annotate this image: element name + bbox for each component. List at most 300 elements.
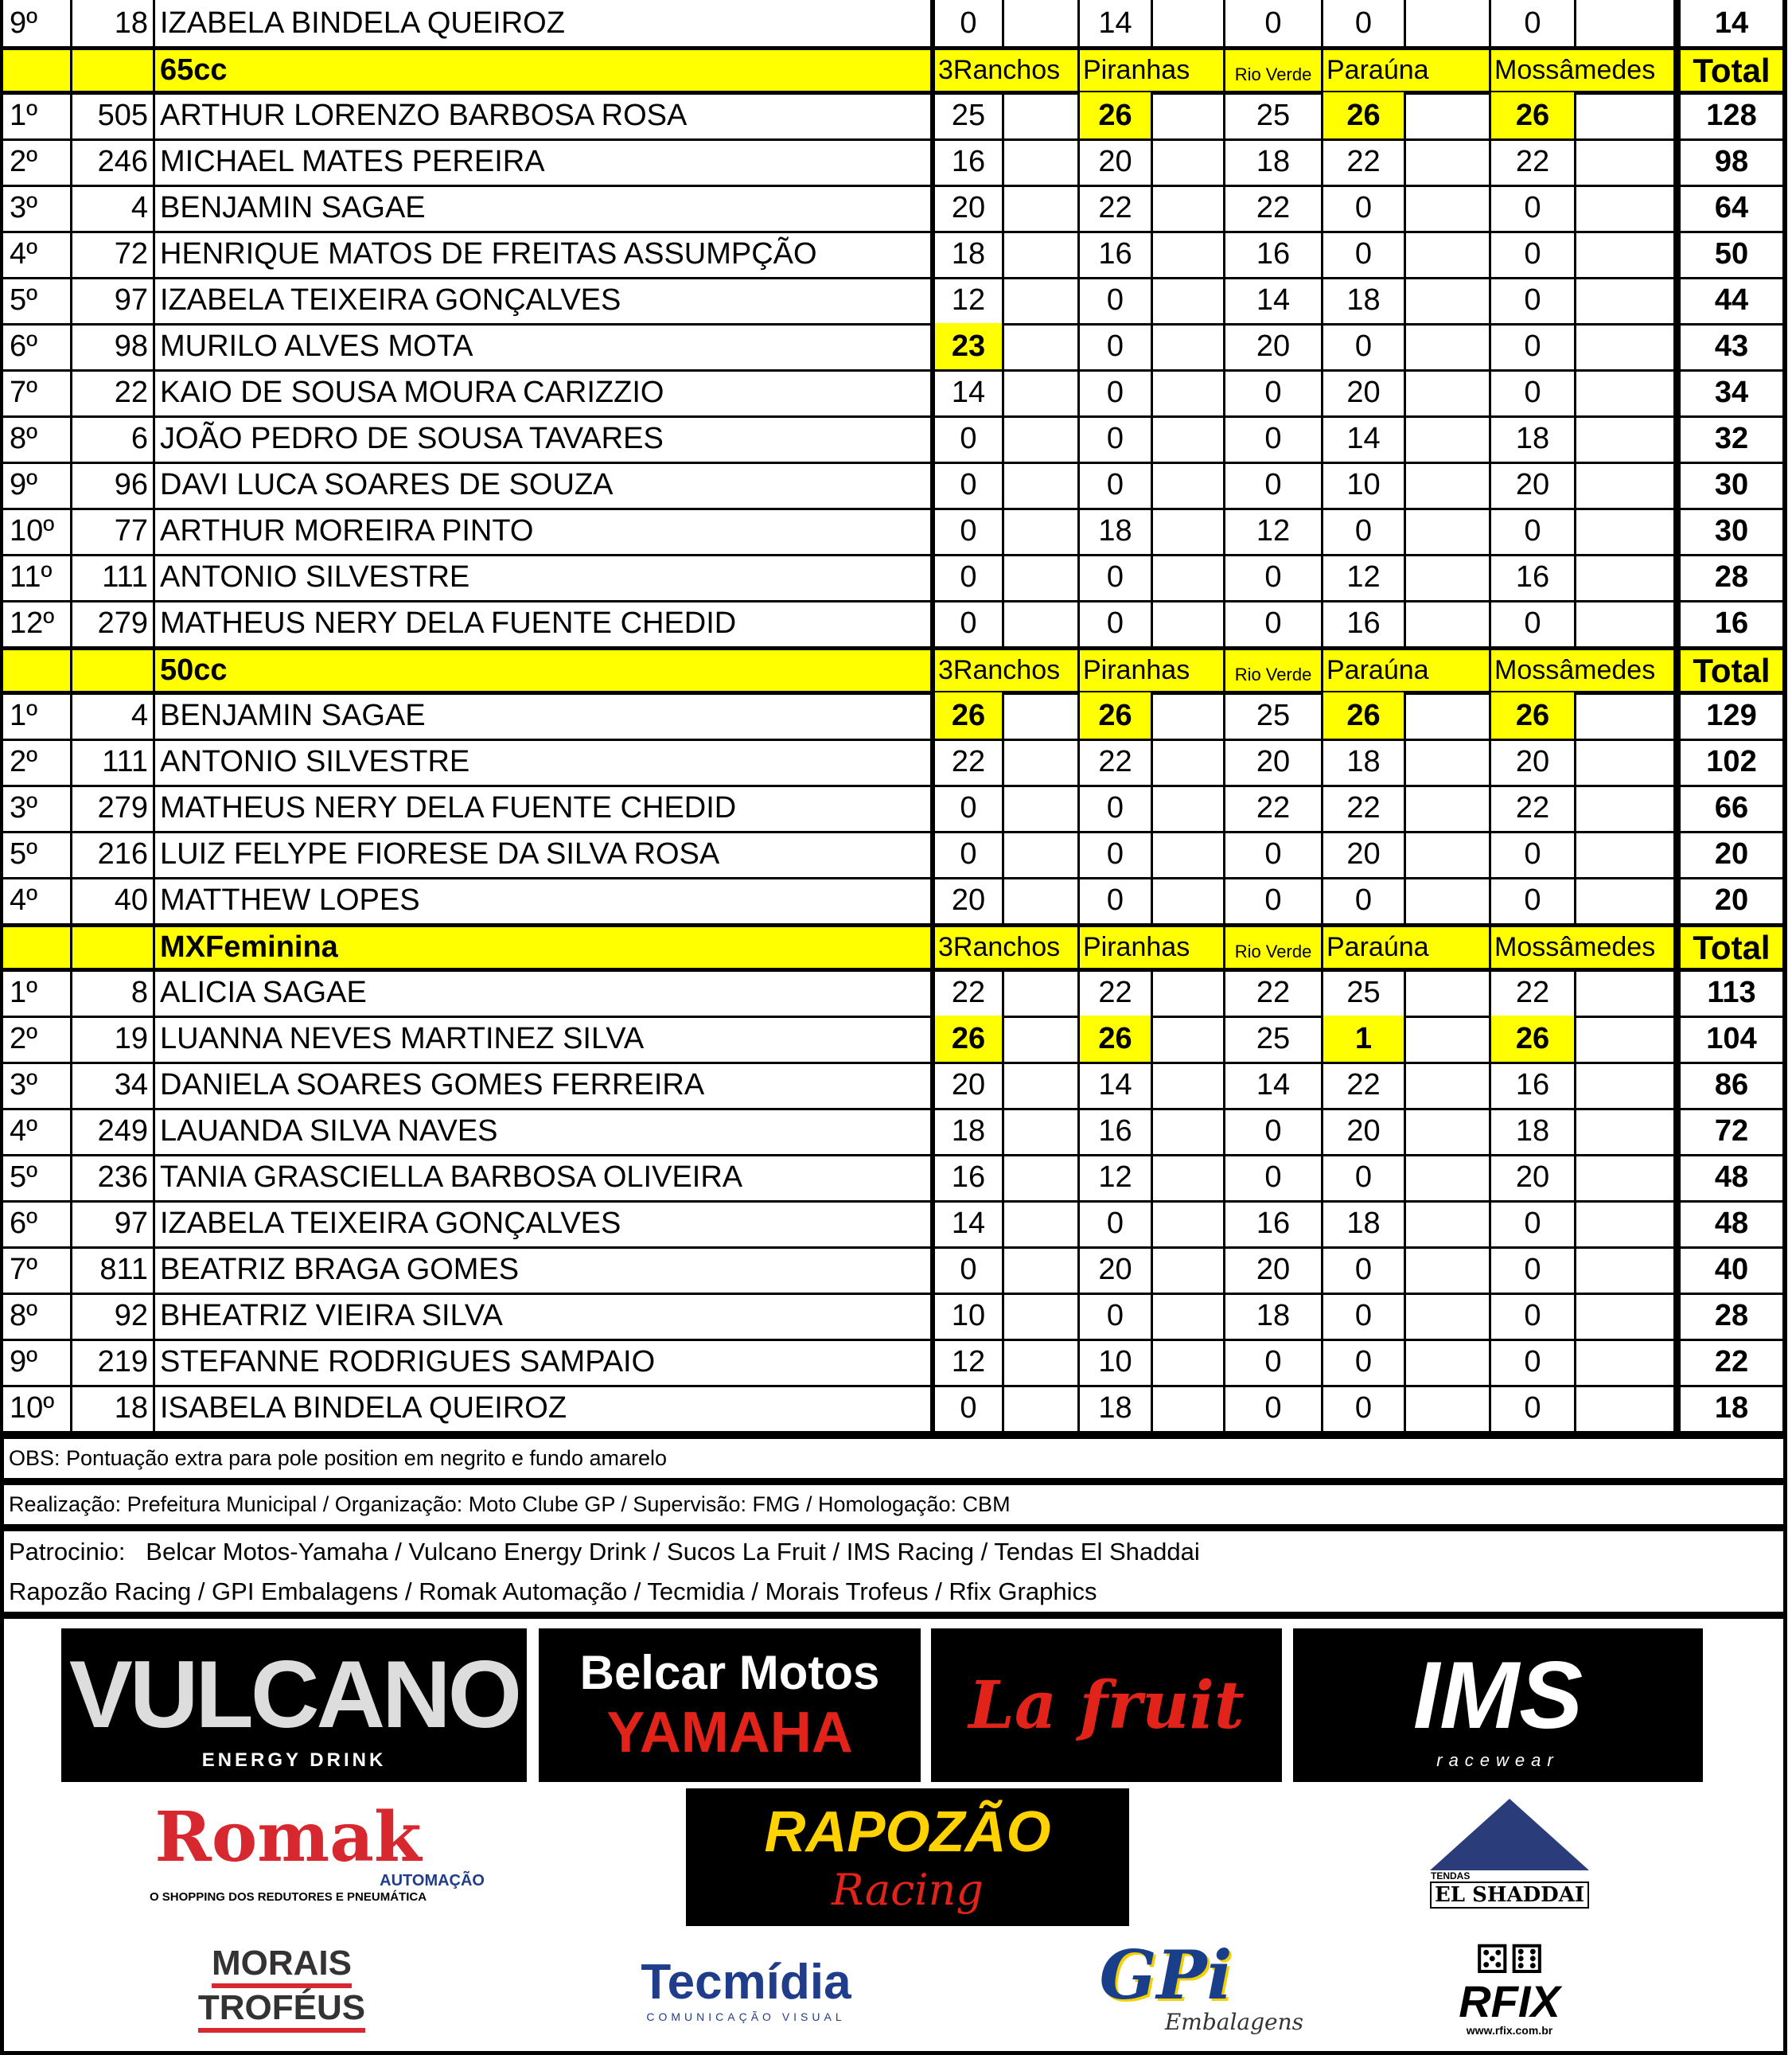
race-score-cell: 14 xyxy=(1225,277,1323,323)
race-score-cell: 0 xyxy=(1225,554,1323,600)
category-header-row xyxy=(0,923,1787,972)
total-points-cell: 66 xyxy=(1676,785,1787,831)
total-points-cell: 30 xyxy=(1676,508,1787,554)
table-row xyxy=(0,1385,1787,1433)
race-extra-cell xyxy=(1406,831,1491,877)
vulcano-logo-title: VULCANO xyxy=(68,1640,520,1748)
race-score-cell: 22 xyxy=(1225,969,1323,1016)
rider-number-cell: 18 xyxy=(72,0,155,46)
race-score-cell: 20 xyxy=(1323,831,1406,877)
race-score-cell: 0 xyxy=(1080,831,1153,877)
la-fruit-logo xyxy=(931,1628,1282,1782)
rank-cell: 9º xyxy=(0,0,72,46)
race-score-cell: 26 xyxy=(1323,692,1406,739)
race-extra-cell xyxy=(1153,1154,1225,1200)
rider-number-cell: 97 xyxy=(72,1200,155,1246)
rider-number-cell: 4 xyxy=(72,692,155,739)
rider-name-cell: BENJAMIN SAGAE xyxy=(155,185,935,231)
race-extra-cell xyxy=(1406,92,1491,138)
race-extra-cell xyxy=(1576,831,1676,877)
race-score-cell: 0 xyxy=(1225,0,1323,46)
race-extra-cell xyxy=(1576,277,1676,323)
race-extra-cell xyxy=(1153,600,1225,646)
rider-number-cell: 246 xyxy=(72,138,155,185)
table-row xyxy=(0,1154,1787,1203)
rider-number-cell: 77 xyxy=(72,508,155,554)
table-row xyxy=(0,1339,1787,1387)
race-extra-cell xyxy=(1576,1339,1676,1385)
race-extra-cell xyxy=(1004,462,1080,508)
total-points-cell: 129 xyxy=(1676,692,1787,739)
rider-number-cell: 18 xyxy=(72,1385,155,1431)
race-extra-cell xyxy=(1153,969,1225,1016)
rank-cell: 2º xyxy=(0,138,72,185)
dice-icon: ⚄⚅ xyxy=(1475,1937,1545,1982)
morais-logo-sub: TROFÉUS xyxy=(198,1988,365,2033)
vulcano-logo-sub: ENERGY DRINK xyxy=(201,1749,387,1771)
total-header: Total xyxy=(1676,50,1787,91)
race-score-cell: 14 xyxy=(1080,1062,1153,1108)
total-points-cell: 28 xyxy=(1676,1293,1787,1339)
race-score-cell: 20 xyxy=(1491,1154,1576,1200)
table-row xyxy=(0,1062,1787,1110)
race-header-2: Rio Verde xyxy=(1225,50,1323,91)
rank-cell: 3º xyxy=(0,785,72,831)
rank-cell: 1º xyxy=(0,692,72,739)
el-shaddai-logo xyxy=(1415,1784,1604,1923)
rank-cell: 4º xyxy=(0,1108,72,1154)
rider-number-cell: 19 xyxy=(72,1016,155,1062)
race-score-cell: 20 xyxy=(1323,369,1406,415)
race-score-cell: 25 xyxy=(1323,969,1406,1016)
race-score-cell: 22 xyxy=(1323,138,1406,185)
rider-number-cell: 92 xyxy=(72,1293,155,1339)
sponsors-note xyxy=(0,1525,1787,1616)
table-row xyxy=(0,785,1787,833)
total-points-cell: 48 xyxy=(1676,1200,1787,1246)
race-extra-cell xyxy=(1004,877,1080,923)
table-row xyxy=(0,831,1787,879)
race-score-cell: 0 xyxy=(935,1385,1004,1431)
race-extra-cell xyxy=(1004,554,1080,600)
romak-logo xyxy=(92,1798,485,1909)
race-extra-cell xyxy=(1004,969,1080,1016)
rider-number-cell: 216 xyxy=(72,831,155,877)
race-extra-cell xyxy=(1576,323,1676,369)
race-score-cell: 0 xyxy=(1080,785,1153,831)
race-header-0: 3Ranchos xyxy=(935,50,1080,91)
race-extra-cell xyxy=(1153,1385,1225,1431)
race-score-cell: 22 xyxy=(1225,185,1323,231)
race-extra-cell xyxy=(1406,554,1491,600)
race-score-cell: 0 xyxy=(1080,600,1153,646)
number-header-cell xyxy=(72,50,155,91)
race-score-cell: 16 xyxy=(1225,231,1323,277)
race-extra-cell xyxy=(1004,508,1080,554)
total-points-cell: 20 xyxy=(1676,831,1787,877)
race-score-cell: 26 xyxy=(935,1016,1004,1062)
rider-name-cell: STEFANNE RODRIGUES SAMPAIO xyxy=(155,1339,935,1385)
number-header-cell xyxy=(72,650,155,691)
table-row xyxy=(0,138,1787,187)
race-extra-cell xyxy=(1004,1062,1080,1108)
rider-name-cell: JOÃO PEDRO DE SOUSA TAVARES xyxy=(155,415,935,462)
race-extra-cell xyxy=(1004,323,1080,369)
rider-name-cell: IZABELA TEIXEIRA GONÇALVES xyxy=(155,1200,935,1246)
race-score-cell: 20 xyxy=(1323,1108,1406,1154)
race-extra-cell xyxy=(1406,0,1491,46)
rank-cell: 1º xyxy=(0,92,72,138)
race-extra-cell xyxy=(1153,369,1225,415)
race-extra-cell xyxy=(1576,692,1676,739)
race-score-cell: 0 xyxy=(1080,369,1153,415)
race-score-cell: 26 xyxy=(1080,1016,1153,1062)
total-points-cell: 102 xyxy=(1676,739,1787,785)
table-row xyxy=(0,692,1787,741)
race-extra-cell xyxy=(1153,1200,1225,1246)
race-extra-cell xyxy=(1576,231,1676,277)
table-row xyxy=(0,92,1787,141)
total-points-cell: 113 xyxy=(1676,969,1787,1016)
rider-number-cell: 96 xyxy=(72,462,155,508)
rank-cell: 7º xyxy=(0,1246,72,1293)
rank-cell: 5º xyxy=(0,1154,72,1200)
race-extra-cell xyxy=(1004,1108,1080,1154)
race-score-cell: 0 xyxy=(1491,1385,1576,1431)
rider-name-cell: ANTONIO SILVESTRE xyxy=(155,554,935,600)
race-extra-cell xyxy=(1153,277,1225,323)
rider-number-cell: 98 xyxy=(72,323,155,369)
race-extra-cell xyxy=(1004,1339,1080,1385)
race-extra-cell xyxy=(1153,138,1225,185)
rapozao-logo-title: RAPOZÃO xyxy=(764,1800,1051,1864)
race-score-cell: 0 xyxy=(1491,231,1576,277)
race-score-cell: 0 xyxy=(1323,1385,1406,1431)
rider-name-cell: MICHAEL MATES PEREIRA xyxy=(155,138,935,185)
race-score-cell: 0 xyxy=(1323,231,1406,277)
race-score-cell: 14 xyxy=(935,369,1004,415)
total-points-cell: 32 xyxy=(1676,415,1787,462)
race-score-cell: 0 xyxy=(1491,185,1576,231)
race-score-cell: 0 xyxy=(1491,877,1576,923)
race-score-cell: 0 xyxy=(1225,1339,1323,1385)
tecmidia-logo-sub: COMUNICAÇÃO VISUAL xyxy=(646,2010,846,2023)
race-score-cell: 0 xyxy=(1323,185,1406,231)
race-extra-cell xyxy=(1153,785,1225,831)
race-score-cell: 12 xyxy=(935,1339,1004,1385)
race-header-2: Rio Verde xyxy=(1225,927,1323,968)
race-score-cell: 0 xyxy=(1225,1154,1323,1200)
race-extra-cell xyxy=(1576,369,1676,415)
race-score-cell: 22 xyxy=(1225,785,1323,831)
rider-name-cell: ARTHUR LORENZO BARBOSA ROSA xyxy=(155,92,935,138)
total-points-cell: 104 xyxy=(1676,1016,1787,1062)
race-extra-cell xyxy=(1004,369,1080,415)
rider-name-cell: MATHEUS NERY DELA FUENTE CHEDID xyxy=(155,600,935,646)
race-header-4: Mossâmedes xyxy=(1491,650,1676,691)
race-extra-cell xyxy=(1153,1108,1225,1154)
rank-cell: 1º xyxy=(0,969,72,1016)
rider-name-cell: MATHEUS NERY DELA FUENTE CHEDID xyxy=(155,785,935,831)
race-score-cell: 25 xyxy=(1225,1016,1323,1062)
race-extra-cell xyxy=(1576,415,1676,462)
race-extra-cell xyxy=(1153,508,1225,554)
la-fruit-logo-title: La fruit xyxy=(968,1667,1245,1744)
race-score-cell: 0 xyxy=(1080,554,1153,600)
race-extra-cell xyxy=(1576,877,1676,923)
race-extra-cell xyxy=(1406,600,1491,646)
total-points-cell: 44 xyxy=(1676,277,1787,323)
race-score-cell: 0 xyxy=(1080,1293,1153,1339)
race-score-cell: 16 xyxy=(935,138,1004,185)
race-extra-cell xyxy=(1153,415,1225,462)
race-extra-cell xyxy=(1004,739,1080,785)
race-extra-cell xyxy=(1576,1246,1676,1293)
rider-number-cell: 72 xyxy=(72,231,155,277)
rider-number-cell: 811 xyxy=(72,1246,155,1293)
race-extra-cell xyxy=(1153,554,1225,600)
rider-number-cell: 40 xyxy=(72,877,155,923)
total-points-cell: 50 xyxy=(1676,231,1787,277)
rider-number-cell: 279 xyxy=(72,600,155,646)
race-score-cell: 12 xyxy=(1225,508,1323,554)
race-score-cell: 22 xyxy=(1323,1062,1406,1108)
total-points-cell: 48 xyxy=(1676,1154,1787,1200)
total-points-cell: 14 xyxy=(1676,0,1787,46)
race-score-cell: 0 xyxy=(1491,323,1576,369)
race-score-cell: 0 xyxy=(935,415,1004,462)
rank-cell: 10º xyxy=(0,508,72,554)
total-points-cell: 40 xyxy=(1676,1246,1787,1293)
rider-name-cell: ARTHUR MOREIRA PINTO xyxy=(155,508,935,554)
race-score-cell: 0 xyxy=(1225,415,1323,462)
rider-name-cell: IZABELA TEIXEIRA GONÇALVES xyxy=(155,277,935,323)
race-extra-cell xyxy=(1576,1385,1676,1431)
race-extra-cell xyxy=(1406,462,1491,508)
race-score-cell: 0 xyxy=(1491,369,1576,415)
rank-cell: 5º xyxy=(0,831,72,877)
rider-name-cell: BHEATRIZ VIEIRA SILVA xyxy=(155,1293,935,1339)
race-extra-cell xyxy=(1406,1154,1491,1200)
total-points-cell: 34 xyxy=(1676,369,1787,415)
race-extra-cell xyxy=(1576,1062,1676,1108)
race-score-cell: 0 xyxy=(935,462,1004,508)
el-shaddai-logo-title: EL SHADDAI xyxy=(1430,1881,1589,1909)
rank-cell: 11º xyxy=(0,554,72,600)
table-row xyxy=(0,554,1787,602)
race-score-cell: 0 xyxy=(935,785,1004,831)
race-score-cell: 0 xyxy=(1225,877,1323,923)
rank-cell: 3º xyxy=(0,1062,72,1108)
race-header-4: Mossâmedes xyxy=(1491,927,1676,968)
race-extra-cell xyxy=(1406,877,1491,923)
race-score-cell: 0 xyxy=(1323,1246,1406,1293)
table-row xyxy=(0,369,1787,418)
race-score-cell: 0 xyxy=(1491,1246,1576,1293)
rapozao-logo-sub: Racing xyxy=(832,1865,984,1915)
race-extra-cell xyxy=(1153,877,1225,923)
rider-name-cell: LUIZ FELYPE FIORESE DA SILVA ROSA xyxy=(155,831,935,877)
category-header-row xyxy=(0,46,1787,95)
rank-cell: 2º xyxy=(0,739,72,785)
race-extra-cell xyxy=(1406,1108,1491,1154)
rapozao-logo xyxy=(686,1788,1129,1926)
total-points-cell: 30 xyxy=(1676,462,1787,508)
race-score-cell: 23 xyxy=(935,323,1004,369)
rfix-logo xyxy=(1395,1932,1624,2044)
race-extra-cell xyxy=(1406,231,1491,277)
race-extra-cell xyxy=(1153,323,1225,369)
race-extra-cell xyxy=(1406,1062,1491,1108)
mountain-icon xyxy=(1430,1799,1589,1870)
race-header-2: Rio Verde xyxy=(1225,650,1323,691)
rfix-logo-title: RFIX xyxy=(1459,1976,1560,2026)
race-extra-cell xyxy=(1576,0,1676,46)
race-extra-cell xyxy=(1153,185,1225,231)
race-score-cell: 0 xyxy=(935,600,1004,646)
ims-logo-sub: racewear xyxy=(1436,1749,1560,1770)
rank-cell: 10º xyxy=(0,1385,72,1431)
rank-cell: 12º xyxy=(0,600,72,646)
race-extra-cell xyxy=(1406,185,1491,231)
rider-number-cell: 97 xyxy=(72,277,155,323)
race-extra-cell xyxy=(1406,1200,1491,1246)
table-row xyxy=(0,600,1787,649)
race-extra-cell xyxy=(1576,1154,1676,1200)
race-extra-cell xyxy=(1576,185,1676,231)
race-score-cell: 26 xyxy=(1491,692,1576,739)
race-score-cell: 25 xyxy=(1225,692,1323,739)
rider-name-cell: MURILO ALVES MOTA xyxy=(155,323,935,369)
table-row xyxy=(0,739,1787,787)
rider-number-cell: 505 xyxy=(72,92,155,138)
race-score-cell: 22 xyxy=(935,739,1004,785)
table-row xyxy=(0,1108,1787,1156)
belcar-logo-title: Belcar Motos xyxy=(579,1646,880,1699)
romak-logo-tag: O SHOPPING DOS REDUTORES E PNEUMÁTICA xyxy=(149,1890,427,1904)
race-score-cell: 0 xyxy=(1225,600,1323,646)
race-score-cell: 22 xyxy=(1491,138,1576,185)
belcar-yamaha-logo xyxy=(539,1628,921,1782)
rider-name-cell: LAUANDA SILVA NAVES xyxy=(155,1108,935,1154)
table-row xyxy=(0,1016,1787,1064)
table-row xyxy=(0,969,1787,1018)
race-score-cell: 20 xyxy=(935,185,1004,231)
rider-name-cell: DAVI LUCA SOARES DE SOUZA xyxy=(155,462,935,508)
race-score-cell: 16 xyxy=(1323,600,1406,646)
race-score-cell: 20 xyxy=(1080,1246,1153,1293)
category-name: MXFeminina xyxy=(155,927,935,968)
sponsors-line-1: Patrocinio: Belcar Motos-Yamaha / Vulcano Energy Drink / Sucos La Fruit / IMS Racing / Tendas El Shaddai xyxy=(9,1537,1200,1566)
race-score-cell: 0 xyxy=(1323,1154,1406,1200)
race-score-cell: 20 xyxy=(1491,739,1576,785)
category-name: 65cc xyxy=(155,50,935,91)
rank-cell: 9º xyxy=(0,462,72,508)
race-score-cell: 18 xyxy=(1225,138,1323,185)
race-score-cell: 0 xyxy=(1225,462,1323,508)
rider-name-cell: BENJAMIN SAGAE xyxy=(155,692,935,739)
total-points-cell: 86 xyxy=(1676,1062,1787,1108)
race-extra-cell xyxy=(1004,92,1080,138)
rider-number-cell: 219 xyxy=(72,1339,155,1385)
table-row xyxy=(0,185,1787,233)
race-header-1: Piranhas xyxy=(1080,927,1225,968)
race-extra-cell xyxy=(1576,600,1676,646)
race-extra-cell xyxy=(1576,1108,1676,1154)
race-extra-cell xyxy=(1153,1339,1225,1385)
race-score-cell: 16 xyxy=(935,1154,1004,1200)
rank-cell: 5º xyxy=(0,277,72,323)
race-score-cell: 0 xyxy=(1491,831,1576,877)
race-header-4: Mossâmedes xyxy=(1491,50,1676,91)
total-points-cell: 64 xyxy=(1676,185,1787,231)
race-extra-cell xyxy=(1004,1016,1080,1062)
table-row xyxy=(0,277,1787,326)
race-header-3: Paraúna xyxy=(1323,650,1491,691)
romak-logo-title: Romak xyxy=(154,1797,422,1878)
rfix-logo-sub: www.rfix.com.br xyxy=(1466,2024,1553,2037)
race-score-cell: 26 xyxy=(1323,92,1406,138)
race-extra-cell xyxy=(1004,1293,1080,1339)
race-extra-cell xyxy=(1406,323,1491,369)
table-row xyxy=(0,1200,1787,1249)
race-score-cell: 0 xyxy=(1225,1108,1323,1154)
table-row xyxy=(0,415,1787,464)
total-points-cell: 128 xyxy=(1676,92,1787,138)
race-score-cell: 0 xyxy=(1491,508,1576,554)
total-points-cell: 22 xyxy=(1676,1339,1787,1385)
rider-number-cell: 8 xyxy=(72,969,155,1016)
race-extra-cell xyxy=(1576,969,1676,1016)
race-extra-cell xyxy=(1004,277,1080,323)
race-score-cell: 20 xyxy=(1225,739,1323,785)
rider-number-cell: 279 xyxy=(72,785,155,831)
race-score-cell: 0 xyxy=(1080,277,1153,323)
race-score-cell: 22 xyxy=(935,969,1004,1016)
race-extra-cell xyxy=(1004,1154,1080,1200)
race-extra-cell xyxy=(1153,92,1225,138)
race-extra-cell xyxy=(1153,1293,1225,1339)
rank-header-cell xyxy=(0,650,72,691)
gpi-logo-sub: Embalagens xyxy=(1164,2008,1303,2035)
rider-number-cell: 249 xyxy=(72,1108,155,1154)
race-score-cell: 20 xyxy=(935,877,1004,923)
race-score-cell: 0 xyxy=(1080,462,1153,508)
race-extra-cell xyxy=(1406,1339,1491,1385)
race-score-cell: 0 xyxy=(1491,1293,1576,1339)
rider-number-cell: 34 xyxy=(72,1062,155,1108)
race-extra-cell xyxy=(1406,1293,1491,1339)
race-score-cell: 16 xyxy=(1491,1062,1576,1108)
total-points-cell: 16 xyxy=(1676,600,1787,646)
race-extra-cell xyxy=(1406,692,1491,739)
race-score-cell: 0 xyxy=(1225,1385,1323,1431)
rank-cell: 3º xyxy=(0,185,72,231)
tecmidia-logo-title: Tecmídia xyxy=(641,1954,851,2010)
total-points-cell: 18 xyxy=(1676,1385,1787,1431)
race-header-3: Paraúna xyxy=(1323,50,1491,91)
race-extra-cell xyxy=(1406,415,1491,462)
race-extra-cell xyxy=(1004,1246,1080,1293)
race-score-cell: 22 xyxy=(1323,785,1406,831)
rider-name-cell: ALICIA SAGAE xyxy=(155,969,935,1016)
morais-logo-title: MORAIS xyxy=(212,1944,352,1988)
race-score-cell: 0 xyxy=(1323,508,1406,554)
rider-number-cell: 22 xyxy=(72,369,155,415)
race-extra-cell xyxy=(1153,462,1225,508)
race-extra-cell xyxy=(1153,739,1225,785)
race-extra-cell xyxy=(1004,1385,1080,1431)
